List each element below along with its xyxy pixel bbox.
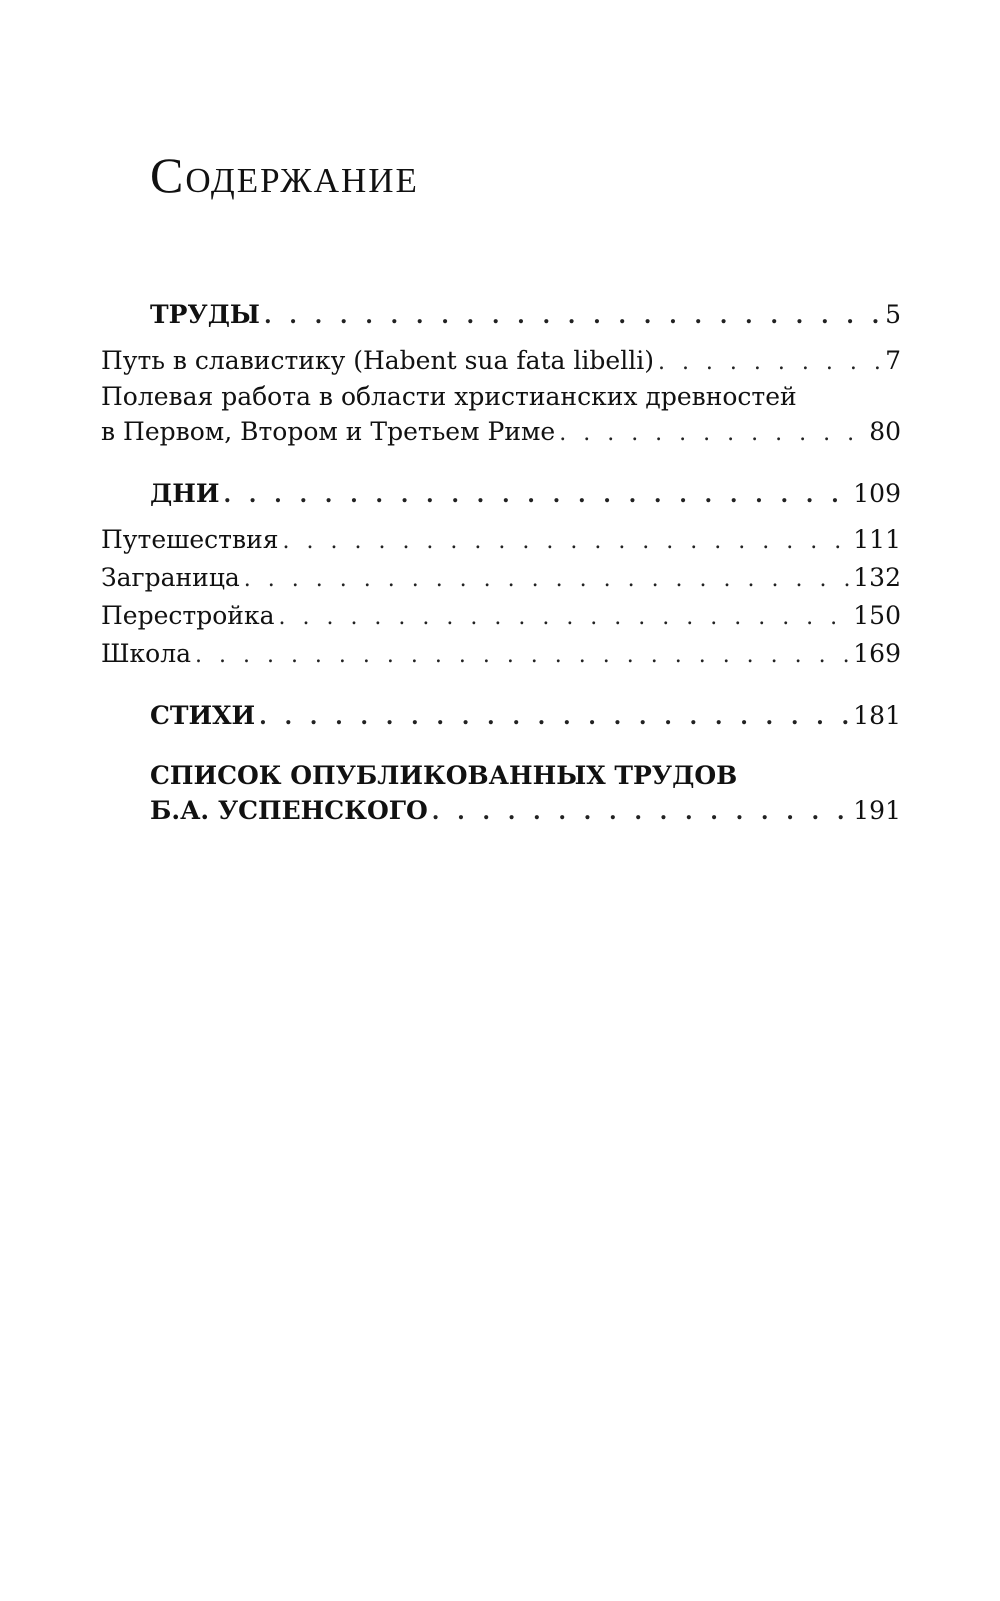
toc-item-shkola[interactable] [101, 635, 901, 673]
toc-page-number: 5 [885, 300, 901, 329]
toc-page-number: 150 [853, 601, 901, 630]
table-of-contents [101, 296, 901, 830]
toc-item-label: Путь в славистику (Habent sua fata libelli) [101, 346, 654, 375]
toc-item-label: Путешествия [101, 525, 279, 554]
toc-section-label: ТРУДЫ [150, 300, 260, 329]
dot-leader [259, 698, 849, 736]
toc-item-put-v-slavistiku[interactable] [101, 342, 901, 380]
dot-leader [283, 523, 850, 561]
toc-section-spisok-trudov[interactable] [101, 759, 901, 830]
toc-item-label-line2: в Первом, Втором и Третьем Риме [101, 417, 556, 446]
dot-leader [658, 344, 881, 382]
toc-item-label: Школа [101, 639, 191, 668]
toc-section-dni[interactable] [101, 475, 901, 513]
toc-section-label: ДНИ [150, 479, 220, 508]
toc-item-label: Заграница [101, 563, 240, 592]
toc-item-perestroika[interactable] [101, 597, 901, 635]
toc-item-puteshestviya[interactable] [101, 521, 901, 559]
toc-section-stikhi[interactable] [101, 697, 901, 735]
toc-page-number: 169 [853, 639, 901, 668]
toc-page-number: 7 [885, 346, 901, 375]
toc-section-label-line2: Б.А. УСПЕНСКОГО [150, 796, 428, 825]
toc-section-label: СТИХИ [150, 701, 256, 730]
toc-page-number: 132 [853, 563, 901, 592]
toc-item-polevaya-rabota[interactable] [101, 380, 901, 451]
dot-leader [559, 415, 865, 453]
page-title: Содержание [150, 147, 419, 203]
dot-leader [223, 476, 849, 514]
toc-section-trudy[interactable] [101, 296, 901, 334]
toc-item-label-line1: Полевая работа в области христианских древностей [101, 382, 797, 411]
dot-leader [264, 297, 881, 335]
toc-section-label-line1: СПИСОК ОПУБЛИКОВАННЫХ ТРУДОВ [150, 761, 738, 790]
toc-item-label: Перестройка [101, 601, 275, 630]
dot-leader [432, 793, 850, 831]
dot-leader [278, 599, 849, 637]
toc-page-number: 80 [869, 417, 901, 446]
toc-page-number: 181 [853, 701, 901, 730]
dot-leader [195, 637, 849, 675]
toc-page-number: 111 [853, 525, 901, 554]
toc-page-number: 109 [853, 479, 901, 508]
toc-page-number: 191 [853, 796, 901, 825]
toc-item-zagranitsa[interactable] [101, 559, 901, 597]
dot-leader [244, 561, 849, 599]
